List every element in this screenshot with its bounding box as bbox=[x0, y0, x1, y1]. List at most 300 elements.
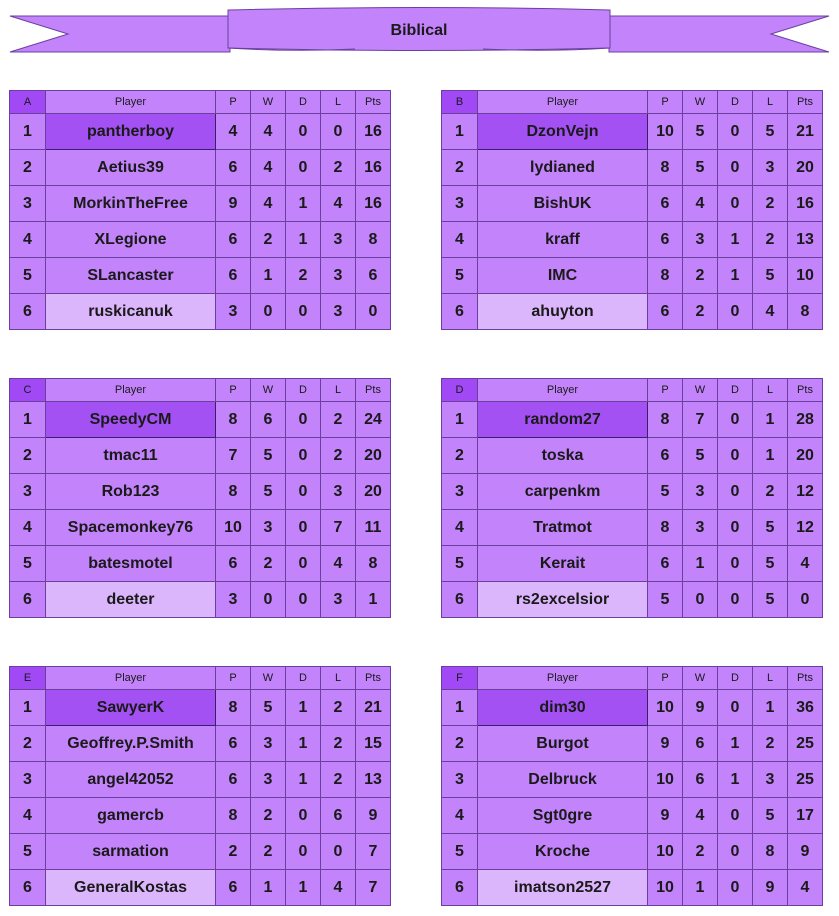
pts-cell: 16 bbox=[788, 186, 823, 222]
position-cell: 5 bbox=[10, 258, 46, 294]
l-cell: 3 bbox=[321, 258, 356, 294]
p-cell: 10 bbox=[216, 510, 251, 546]
w-cell: 2 bbox=[683, 834, 718, 870]
pts-cell: 7 bbox=[356, 870, 391, 906]
d-cell: 0 bbox=[718, 870, 753, 906]
table-header-row bbox=[10, 91, 391, 114]
pts-cell: 13 bbox=[788, 222, 823, 258]
p-cell: 8 bbox=[648, 150, 683, 186]
table-row bbox=[10, 258, 391, 294]
position-cell: 1 bbox=[442, 690, 478, 726]
l-cell: 2 bbox=[753, 726, 788, 762]
table-row bbox=[442, 186, 823, 222]
l-cell: 0 bbox=[321, 114, 356, 150]
w-cell: 3 bbox=[251, 762, 286, 798]
p-cell: 4 bbox=[216, 114, 251, 150]
p-cell: 6 bbox=[648, 438, 683, 474]
player-cell: imatson2527 bbox=[478, 870, 648, 906]
pts-cell: 28 bbox=[788, 402, 823, 438]
table-row bbox=[442, 690, 823, 726]
p-cell: 10 bbox=[648, 762, 683, 798]
position-cell: 5 bbox=[10, 834, 46, 870]
l-cell: 5 bbox=[753, 798, 788, 834]
position-cell: 3 bbox=[442, 186, 478, 222]
table-row bbox=[10, 690, 391, 726]
header-l: L bbox=[753, 91, 788, 114]
p-cell: 6 bbox=[216, 222, 251, 258]
group-id: E bbox=[10, 667, 46, 690]
header-player: Player bbox=[478, 379, 648, 402]
table-row bbox=[10, 762, 391, 798]
d-cell: 0 bbox=[286, 402, 321, 438]
player-cell: XLegione bbox=[46, 222, 216, 258]
group-table-c bbox=[9, 378, 391, 618]
w-cell: 1 bbox=[683, 546, 718, 582]
position-cell: 2 bbox=[10, 726, 46, 762]
table-row bbox=[442, 474, 823, 510]
table-header-row bbox=[442, 667, 823, 690]
p-cell: 8 bbox=[648, 258, 683, 294]
w-cell: 5 bbox=[683, 114, 718, 150]
table-row bbox=[10, 546, 391, 582]
d-cell: 0 bbox=[718, 690, 753, 726]
header-player: Player bbox=[46, 379, 216, 402]
player-cell: rs2excelsior bbox=[478, 582, 648, 618]
player-cell: Rob123 bbox=[46, 474, 216, 510]
title-banner bbox=[0, 0, 839, 60]
p-cell: 5 bbox=[648, 474, 683, 510]
header-player: Player bbox=[478, 91, 648, 114]
w-cell: 5 bbox=[683, 150, 718, 186]
position-cell: 4 bbox=[442, 798, 478, 834]
d-cell: 1 bbox=[718, 222, 753, 258]
d-cell: 1 bbox=[718, 726, 753, 762]
pts-cell: 20 bbox=[788, 150, 823, 186]
pts-cell: 21 bbox=[788, 114, 823, 150]
w-cell: 3 bbox=[251, 726, 286, 762]
pts-cell: 16 bbox=[356, 114, 391, 150]
p-cell: 8 bbox=[216, 798, 251, 834]
w-cell: 0 bbox=[251, 294, 286, 330]
pts-cell: 8 bbox=[356, 222, 391, 258]
l-cell: 9 bbox=[753, 870, 788, 906]
p-cell: 3 bbox=[216, 582, 251, 618]
header-w: W bbox=[251, 379, 286, 402]
pts-cell: 8 bbox=[356, 546, 391, 582]
d-cell: 0 bbox=[286, 798, 321, 834]
position-cell: 2 bbox=[442, 438, 478, 474]
d-cell: 1 bbox=[718, 762, 753, 798]
header-p: P bbox=[216, 91, 251, 114]
table-row bbox=[442, 150, 823, 186]
position-cell: 2 bbox=[10, 438, 46, 474]
p-cell: 2 bbox=[216, 834, 251, 870]
pts-cell: 7 bbox=[356, 834, 391, 870]
header-d: D bbox=[718, 91, 753, 114]
position-cell: 4 bbox=[442, 510, 478, 546]
pts-cell: 0 bbox=[356, 294, 391, 330]
position-cell: 6 bbox=[442, 582, 478, 618]
header-l: L bbox=[753, 379, 788, 402]
position-cell: 2 bbox=[442, 726, 478, 762]
d-cell: 0 bbox=[286, 474, 321, 510]
l-cell: 3 bbox=[753, 150, 788, 186]
player-cell: GeneralKostas bbox=[46, 870, 216, 906]
player-cell: lydianed bbox=[478, 150, 648, 186]
d-cell: 1 bbox=[286, 186, 321, 222]
d-cell: 0 bbox=[718, 582, 753, 618]
table-header-row bbox=[442, 91, 823, 114]
w-cell: 2 bbox=[683, 258, 718, 294]
position-cell: 6 bbox=[10, 870, 46, 906]
table-row bbox=[442, 258, 823, 294]
header-w: W bbox=[683, 91, 718, 114]
w-cell: 2 bbox=[251, 222, 286, 258]
table-row bbox=[10, 726, 391, 762]
table-header-row bbox=[442, 379, 823, 402]
group-id: C bbox=[10, 379, 46, 402]
player-cell: SpeedyCM bbox=[46, 402, 216, 438]
d-cell: 0 bbox=[286, 114, 321, 150]
l-cell: 0 bbox=[321, 834, 356, 870]
player-cell: gamercb bbox=[46, 798, 216, 834]
player-cell: batesmotel bbox=[46, 546, 216, 582]
header-pts: Pts bbox=[356, 667, 391, 690]
l-cell: 5 bbox=[753, 582, 788, 618]
position-cell: 6 bbox=[442, 870, 478, 906]
l-cell: 1 bbox=[753, 438, 788, 474]
d-cell: 1 bbox=[286, 690, 321, 726]
position-cell: 2 bbox=[442, 150, 478, 186]
d-cell: 0 bbox=[718, 474, 753, 510]
pts-cell: 6 bbox=[356, 258, 391, 294]
header-p: P bbox=[648, 667, 683, 690]
d-cell: 2 bbox=[286, 258, 321, 294]
l-cell: 2 bbox=[321, 438, 356, 474]
table-row bbox=[442, 762, 823, 798]
position-cell: 4 bbox=[10, 798, 46, 834]
l-cell: 2 bbox=[753, 474, 788, 510]
table-row bbox=[442, 438, 823, 474]
w-cell: 2 bbox=[683, 294, 718, 330]
p-cell: 10 bbox=[648, 114, 683, 150]
table-row bbox=[442, 726, 823, 762]
header-p: P bbox=[216, 379, 251, 402]
position-cell: 3 bbox=[442, 762, 478, 798]
w-cell: 2 bbox=[251, 546, 286, 582]
d-cell: 0 bbox=[286, 546, 321, 582]
pts-cell: 20 bbox=[356, 438, 391, 474]
l-cell: 5 bbox=[753, 114, 788, 150]
group-id: A bbox=[10, 91, 46, 114]
pts-cell: 12 bbox=[788, 510, 823, 546]
p-cell: 6 bbox=[648, 546, 683, 582]
p-cell: 10 bbox=[648, 690, 683, 726]
group-id: D bbox=[442, 379, 478, 402]
table-header-row bbox=[10, 379, 391, 402]
table-row bbox=[10, 186, 391, 222]
d-cell: 0 bbox=[718, 114, 753, 150]
header-w: W bbox=[251, 91, 286, 114]
group-table-e bbox=[9, 666, 391, 906]
w-cell: 5 bbox=[251, 438, 286, 474]
position-cell: 6 bbox=[442, 294, 478, 330]
pts-cell: 25 bbox=[788, 762, 823, 798]
table-row bbox=[442, 114, 823, 150]
pts-cell: 13 bbox=[356, 762, 391, 798]
w-cell: 5 bbox=[251, 690, 286, 726]
pts-cell: 9 bbox=[356, 798, 391, 834]
d-cell: 0 bbox=[286, 294, 321, 330]
p-cell: 7 bbox=[216, 438, 251, 474]
w-cell: 4 bbox=[251, 150, 286, 186]
l-cell: 5 bbox=[753, 510, 788, 546]
header-player: Player bbox=[478, 667, 648, 690]
d-cell: 0 bbox=[718, 438, 753, 474]
w-cell: 9 bbox=[683, 690, 718, 726]
p-cell: 8 bbox=[216, 690, 251, 726]
p-cell: 6 bbox=[216, 258, 251, 294]
player-cell: Kerait bbox=[478, 546, 648, 582]
w-cell: 6 bbox=[683, 762, 718, 798]
player-cell: SLancaster bbox=[46, 258, 216, 294]
pts-cell: 15 bbox=[356, 726, 391, 762]
header-d: D bbox=[286, 91, 321, 114]
w-cell: 6 bbox=[251, 402, 286, 438]
page-title: Biblical bbox=[390, 22, 448, 39]
player-cell: DzonVejn bbox=[478, 114, 648, 150]
w-cell: 5 bbox=[251, 474, 286, 510]
d-cell: 0 bbox=[286, 510, 321, 546]
l-cell: 4 bbox=[321, 186, 356, 222]
w-cell: 7 bbox=[683, 402, 718, 438]
player-cell: Kroche bbox=[478, 834, 648, 870]
header-p: P bbox=[648, 379, 683, 402]
header-pts: Pts bbox=[356, 91, 391, 114]
l-cell: 2 bbox=[753, 186, 788, 222]
player-cell: deeter bbox=[46, 582, 216, 618]
l-cell: 2 bbox=[321, 402, 356, 438]
header-w: W bbox=[683, 379, 718, 402]
pts-cell: 20 bbox=[788, 438, 823, 474]
player-cell: Spacemonkey76 bbox=[46, 510, 216, 546]
l-cell: 7 bbox=[321, 510, 356, 546]
pts-cell: 10 bbox=[788, 258, 823, 294]
position-cell: 1 bbox=[10, 690, 46, 726]
p-cell: 6 bbox=[216, 546, 251, 582]
table-row bbox=[442, 294, 823, 330]
position-cell: 5 bbox=[442, 546, 478, 582]
player-cell: SawyerK bbox=[46, 690, 216, 726]
pts-cell: 4 bbox=[788, 546, 823, 582]
d-cell: 0 bbox=[718, 834, 753, 870]
player-cell: tmac11 bbox=[46, 438, 216, 474]
pts-cell: 12 bbox=[788, 474, 823, 510]
l-cell: 3 bbox=[321, 222, 356, 258]
p-cell: 5 bbox=[648, 582, 683, 618]
group-table-b bbox=[441, 90, 823, 330]
p-cell: 3 bbox=[216, 294, 251, 330]
player-cell: ahuyton bbox=[478, 294, 648, 330]
w-cell: 1 bbox=[683, 870, 718, 906]
pts-cell: 16 bbox=[356, 150, 391, 186]
player-cell: Geoffrey.P.Smith bbox=[46, 726, 216, 762]
d-cell: 1 bbox=[286, 726, 321, 762]
table-row bbox=[442, 546, 823, 582]
d-cell: 0 bbox=[718, 294, 753, 330]
w-cell: 6 bbox=[683, 726, 718, 762]
p-cell: 6 bbox=[648, 186, 683, 222]
pts-cell: 25 bbox=[788, 726, 823, 762]
p-cell: 9 bbox=[648, 726, 683, 762]
d-cell: 0 bbox=[718, 798, 753, 834]
header-d: D bbox=[286, 379, 321, 402]
l-cell: 2 bbox=[321, 726, 356, 762]
position-cell: 5 bbox=[442, 834, 478, 870]
d-cell: 0 bbox=[718, 402, 753, 438]
position-cell: 3 bbox=[10, 186, 46, 222]
position-cell: 6 bbox=[10, 294, 46, 330]
player-cell: random27 bbox=[478, 402, 648, 438]
w-cell: 3 bbox=[683, 222, 718, 258]
header-p: P bbox=[648, 91, 683, 114]
pts-cell: 17 bbox=[788, 798, 823, 834]
pts-cell: 20 bbox=[356, 474, 391, 510]
group-id: B bbox=[442, 91, 478, 114]
header-w: W bbox=[251, 667, 286, 690]
position-cell: 5 bbox=[10, 546, 46, 582]
w-cell: 0 bbox=[251, 582, 286, 618]
l-cell: 8 bbox=[753, 834, 788, 870]
w-cell: 4 bbox=[683, 186, 718, 222]
player-cell: ruskicanuk bbox=[46, 294, 216, 330]
p-cell: 8 bbox=[216, 402, 251, 438]
header-pts: Pts bbox=[788, 667, 823, 690]
header-w: W bbox=[683, 667, 718, 690]
table-row bbox=[10, 438, 391, 474]
p-cell: 8 bbox=[648, 402, 683, 438]
l-cell: 3 bbox=[753, 762, 788, 798]
position-cell: 1 bbox=[442, 114, 478, 150]
table-row bbox=[10, 150, 391, 186]
table-row bbox=[10, 294, 391, 330]
header-d: D bbox=[718, 379, 753, 402]
w-cell: 4 bbox=[251, 186, 286, 222]
table-row bbox=[442, 402, 823, 438]
position-cell: 3 bbox=[10, 762, 46, 798]
w-cell: 3 bbox=[683, 510, 718, 546]
player-cell: angel42052 bbox=[46, 762, 216, 798]
header-player: Player bbox=[46, 91, 216, 114]
header-pts: Pts bbox=[788, 91, 823, 114]
table-row bbox=[10, 798, 391, 834]
d-cell: 0 bbox=[286, 582, 321, 618]
player-cell: Delbruck bbox=[478, 762, 648, 798]
l-cell: 1 bbox=[753, 690, 788, 726]
l-cell: 4 bbox=[321, 546, 356, 582]
position-cell: 5 bbox=[442, 258, 478, 294]
l-cell: 3 bbox=[321, 474, 356, 510]
d-cell: 0 bbox=[718, 546, 753, 582]
player-cell: toska bbox=[478, 438, 648, 474]
pts-cell: 16 bbox=[356, 186, 391, 222]
table-row bbox=[442, 222, 823, 258]
table-row bbox=[10, 222, 391, 258]
l-cell: 3 bbox=[321, 582, 356, 618]
w-cell: 4 bbox=[251, 114, 286, 150]
p-cell: 6 bbox=[216, 870, 251, 906]
p-cell: 8 bbox=[648, 510, 683, 546]
table-row bbox=[10, 510, 391, 546]
table-row bbox=[10, 834, 391, 870]
player-cell: kraff bbox=[478, 222, 648, 258]
header-l: L bbox=[753, 667, 788, 690]
player-cell: MorkinTheFree bbox=[46, 186, 216, 222]
header-pts: Pts bbox=[356, 379, 391, 402]
player-cell: IMC bbox=[478, 258, 648, 294]
position-cell: 1 bbox=[10, 114, 46, 150]
table-row bbox=[442, 834, 823, 870]
p-cell: 10 bbox=[648, 870, 683, 906]
l-cell: 1 bbox=[753, 402, 788, 438]
l-cell: 2 bbox=[321, 762, 356, 798]
pts-cell: 4 bbox=[788, 870, 823, 906]
d-cell: 1 bbox=[718, 258, 753, 294]
table-row bbox=[10, 114, 391, 150]
p-cell: 6 bbox=[216, 150, 251, 186]
pts-cell: 11 bbox=[356, 510, 391, 546]
header-pts: Pts bbox=[788, 379, 823, 402]
player-cell: Tratmot bbox=[478, 510, 648, 546]
position-cell: 4 bbox=[10, 510, 46, 546]
d-cell: 0 bbox=[286, 438, 321, 474]
header-d: D bbox=[718, 667, 753, 690]
header-l: L bbox=[321, 91, 356, 114]
position-cell: 3 bbox=[442, 474, 478, 510]
table-header-row bbox=[10, 667, 391, 690]
l-cell: 2 bbox=[321, 690, 356, 726]
w-cell: 2 bbox=[251, 834, 286, 870]
table-row bbox=[10, 582, 391, 618]
l-cell: 3 bbox=[321, 294, 356, 330]
player-cell: dim30 bbox=[478, 690, 648, 726]
w-cell: 3 bbox=[683, 474, 718, 510]
w-cell: 1 bbox=[251, 258, 286, 294]
w-cell: 5 bbox=[683, 438, 718, 474]
group-table-d bbox=[441, 378, 823, 618]
header-p: P bbox=[216, 667, 251, 690]
p-cell: 10 bbox=[648, 834, 683, 870]
w-cell: 1 bbox=[251, 870, 286, 906]
d-cell: 1 bbox=[286, 870, 321, 906]
player-cell: Aetius39 bbox=[46, 150, 216, 186]
d-cell: 0 bbox=[286, 150, 321, 186]
pts-cell: 0 bbox=[788, 582, 823, 618]
p-cell: 9 bbox=[648, 798, 683, 834]
d-cell: 1 bbox=[286, 222, 321, 258]
player-cell: pantherboy bbox=[46, 114, 216, 150]
l-cell: 4 bbox=[321, 870, 356, 906]
header-l: L bbox=[321, 667, 356, 690]
position-cell: 4 bbox=[10, 222, 46, 258]
l-cell: 5 bbox=[753, 546, 788, 582]
p-cell: 6 bbox=[216, 726, 251, 762]
player-cell: Sgt0gre bbox=[478, 798, 648, 834]
table-row bbox=[10, 474, 391, 510]
d-cell: 0 bbox=[718, 150, 753, 186]
pts-cell: 36 bbox=[788, 690, 823, 726]
position-cell: 4 bbox=[442, 222, 478, 258]
